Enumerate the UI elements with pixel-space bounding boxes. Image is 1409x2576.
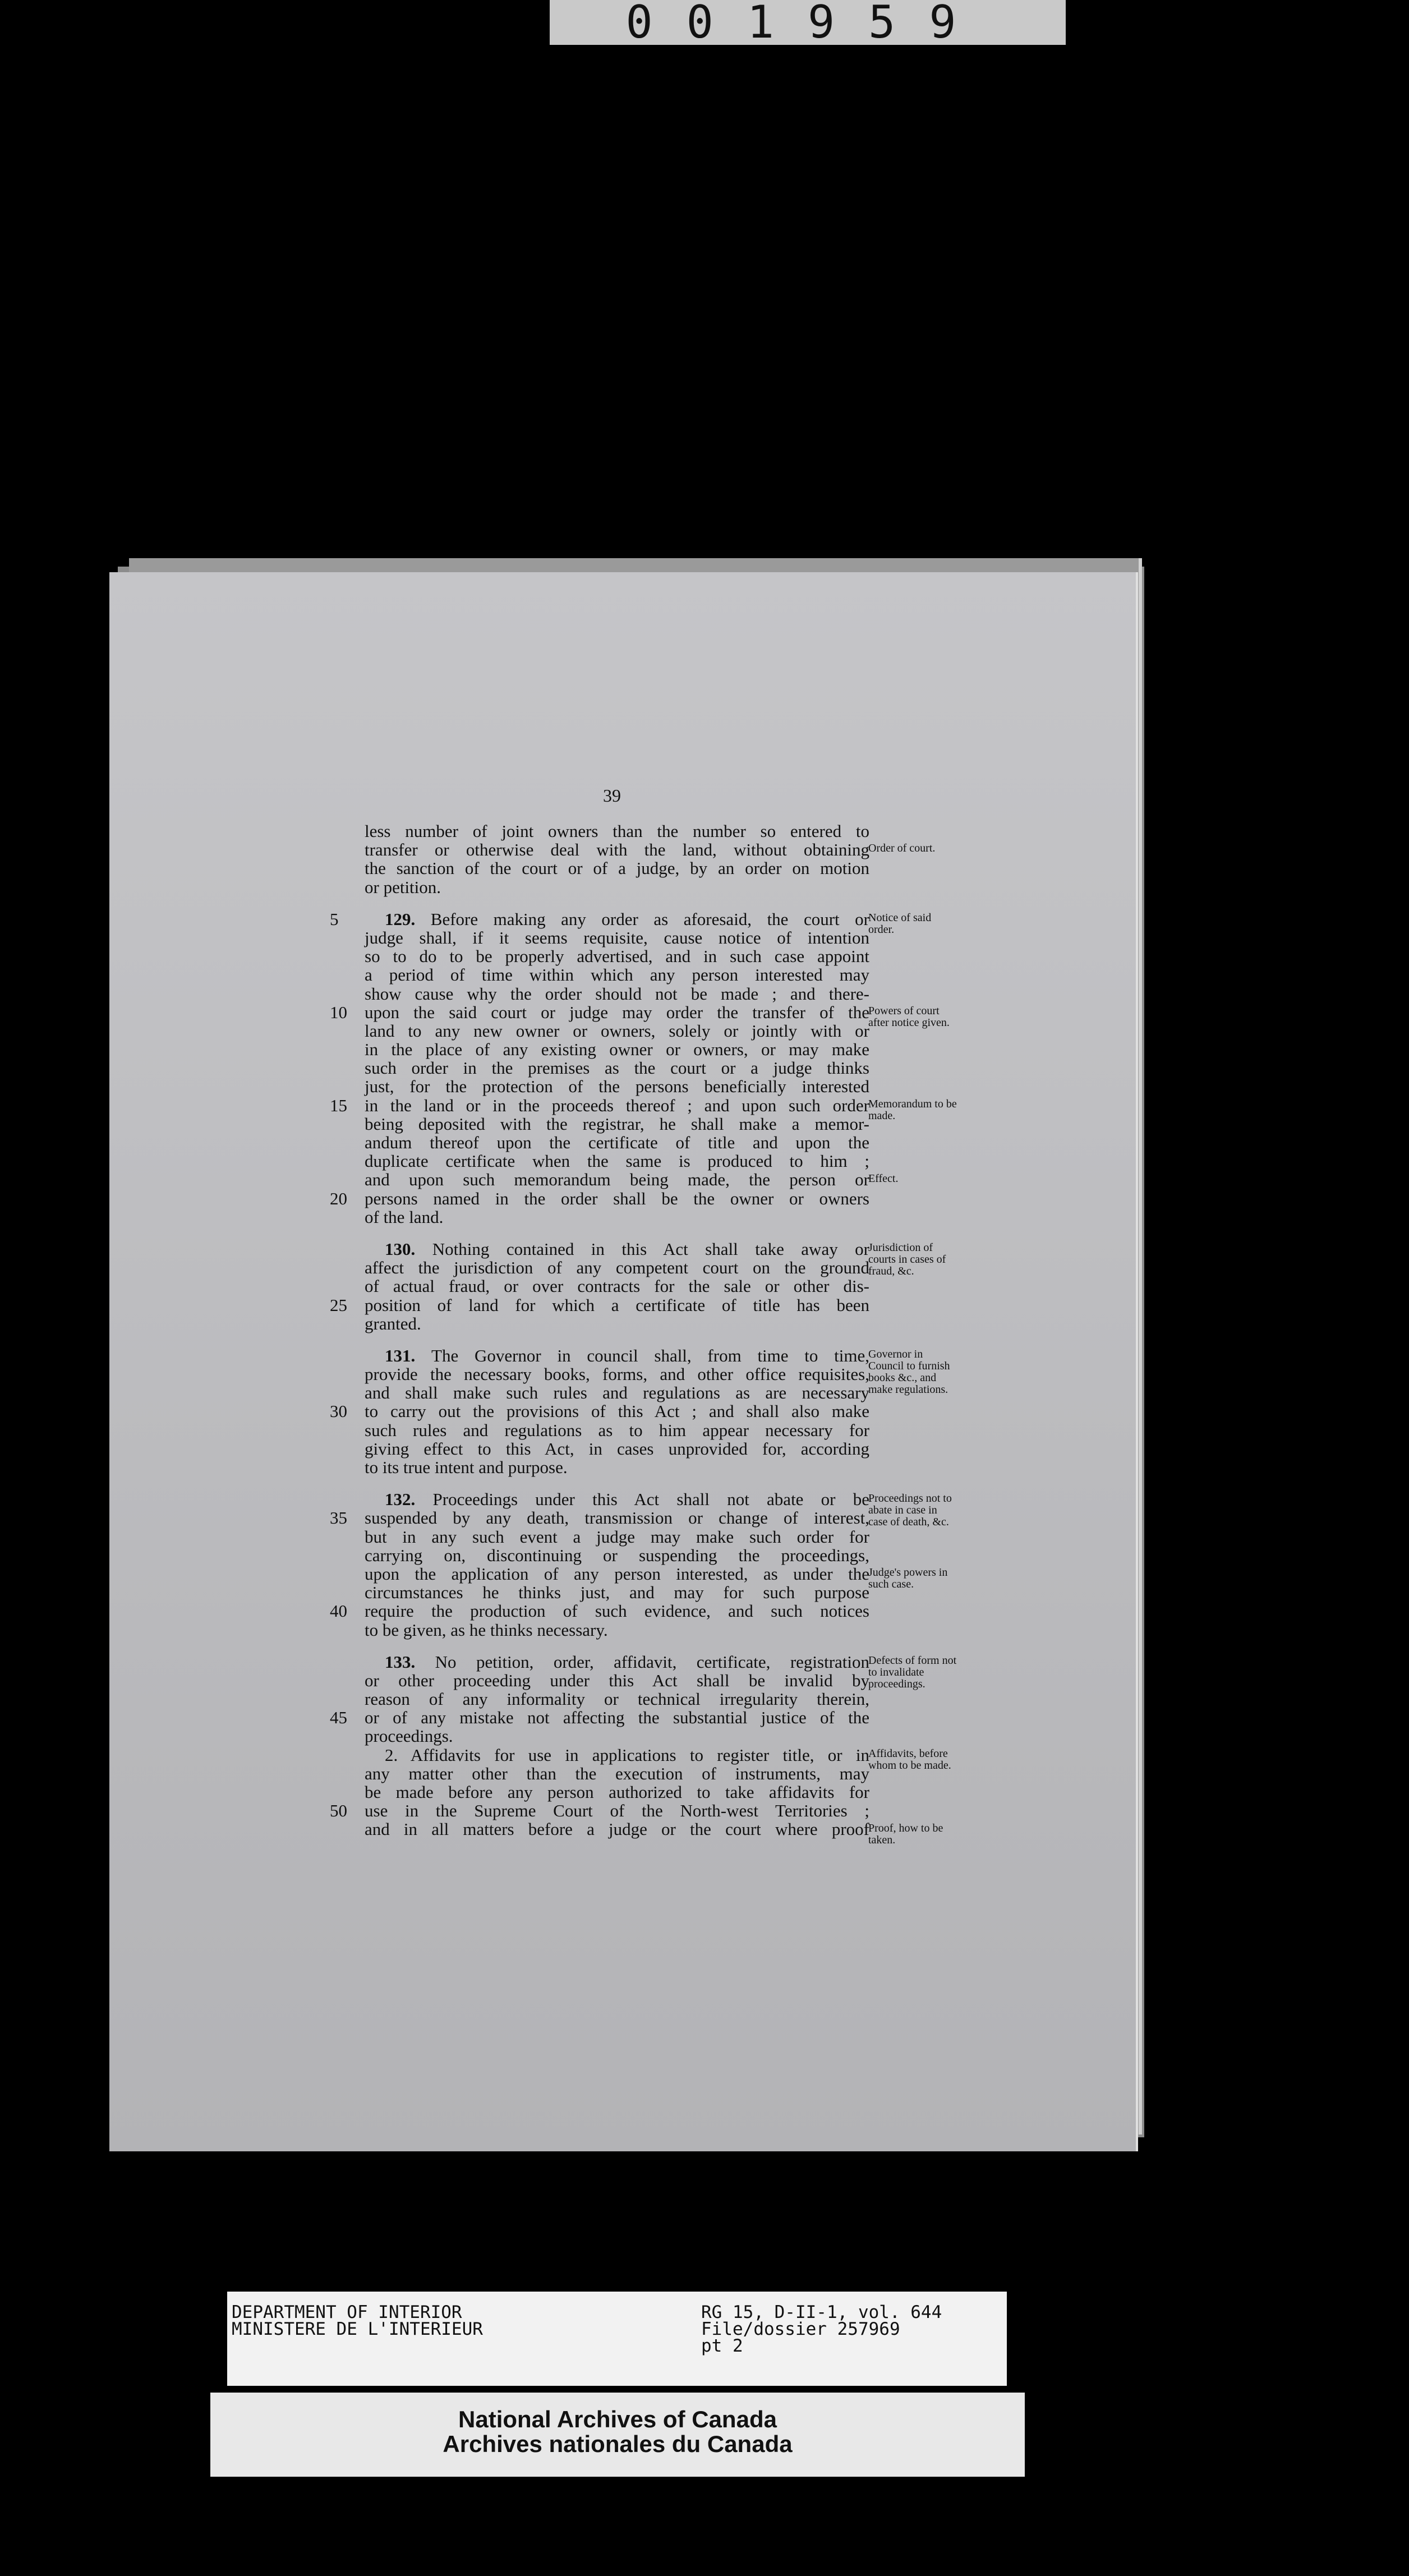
text-line [365, 1490, 869, 1508]
line-text: be made before any person authorized to take affidavits for [365, 1782, 869, 1802]
text-line [365, 1077, 869, 1096]
line-text: of the land. [365, 1207, 444, 1227]
text-line [365, 1783, 869, 1801]
line-text: less number of joint owners than the number so entered to [365, 821, 869, 841]
line-text: just, for the protection of the persons beneficially interested [365, 1077, 869, 1097]
line-text: upon the said court or judge may order the transfer of the [365, 1002, 869, 1022]
record-group-reference: RG 15, D-II-1, vol. 644 [701, 2302, 942, 2322]
line-text: carrying on, discontinuing or suspending the proceedings, [365, 1545, 869, 1565]
line-text: proceedings. [365, 1726, 453, 1746]
line-text: duplicate certificate when the same is produced to him ; [365, 1151, 869, 1171]
line-text: Nothing contained in this Act shall take away or [432, 1239, 870, 1259]
archives-banner [210, 2393, 1025, 2477]
line-text: to be given, as he thinks necessary. [365, 1620, 608, 1640]
line-number: 30 [330, 1401, 347, 1422]
line-number: 15 [330, 1095, 347, 1115]
paragraph-gap [365, 1226, 869, 1240]
line-text: but in any such event a judge may make such order for [365, 1526, 869, 1547]
line-number: 25 [330, 1295, 347, 1315]
text-line [330, 1601, 869, 1621]
line-text: such order in the premises as the court or a judge thinks [365, 1058, 869, 1078]
text-line [365, 1040, 869, 1059]
paragraph-gap [365, 896, 869, 910]
text-line [365, 822, 869, 840]
line-text: or of any mistake not affecting the substantial justice of the [365, 1708, 869, 1728]
text-line [365, 928, 869, 947]
page-number: 39 [603, 785, 621, 806]
text-line [365, 1059, 869, 1077]
line-text: being deposited with the registrar, he shall make a memor- [365, 1114, 869, 1134]
text-line [330, 1508, 869, 1528]
paragraph-gap [365, 1333, 869, 1346]
line-text: a period of time within which any person interested may [365, 965, 869, 985]
text-line [330, 1002, 869, 1022]
text-line [365, 1764, 869, 1783]
line-text: require the production of such evidence, and such notices [365, 1601, 869, 1621]
line-text: to its true intent and purpose. [365, 1457, 568, 1477]
text-line [365, 1208, 869, 1226]
text-line [365, 859, 869, 877]
document-page [109, 572, 1138, 2151]
text-line [365, 1421, 869, 1439]
text-line [365, 840, 869, 859]
line-number: 10 [330, 1002, 347, 1022]
text-line [330, 1095, 869, 1115]
text-line [365, 1583, 869, 1602]
text-line [365, 1314, 869, 1333]
line-text: giving effect to this Act, in cases unprovided for, according [365, 1438, 869, 1459]
text-line [365, 1458, 869, 1476]
frame-number: 001959 [550, 0, 1066, 45]
line-text: affect the jurisdiction of any competent court on the ground [365, 1258, 869, 1278]
text-line [365, 1258, 869, 1277]
line-number: 40 [330, 1601, 347, 1621]
line-text: Before making any order as aforesaid, the court or [430, 909, 870, 929]
line-text: position of land for which a certificate of title has been [365, 1295, 869, 1315]
text-line [365, 1365, 869, 1383]
line-text: circumstances he thinks just, and may for such purpose [365, 1583, 869, 1603]
archive-reference-label [227, 2292, 1007, 2386]
line-number: 20 [330, 1188, 347, 1208]
department-french: MINISTERE DE L'INTERIEUR [232, 2319, 483, 2339]
text-line [365, 1439, 869, 1458]
text-line [365, 1746, 869, 1764]
line-number: 50 [330, 1801, 347, 1821]
line-number: 35 [330, 1508, 347, 1528]
text-line [330, 1801, 869, 1821]
line-text: Proceedings under this Act shall not abate or be [432, 1489, 870, 1510]
line-number: 45 [330, 1708, 347, 1728]
line-text: granted. [365, 1313, 421, 1333]
line-text: suspended by any death, transmission or change of interest, [365, 1508, 869, 1528]
archives-name-french: Archives nationales du Canada [443, 2431, 793, 2457]
text-line [365, 1653, 869, 1671]
line-text: No petition, order, affidavit, certificate, registration [435, 1652, 870, 1672]
margin-note: Governor in Council to furnish books &c., and make regulations. [868, 1348, 950, 1396]
line-text: such rules and regulations as to him appear necessary for [365, 1420, 869, 1440]
line-number: 5 [330, 909, 339, 929]
line-text: andum thereof upon the certificate of title and upon the [365, 1133, 869, 1152]
text-line [365, 1671, 869, 1690]
line-text: or petition. [365, 877, 441, 897]
section-number: 133. [385, 1652, 435, 1672]
section-number: 132. [385, 1489, 433, 1510]
text-line [330, 909, 870, 929]
paragraph-gap [365, 1476, 869, 1490]
text-line [365, 878, 869, 896]
line-text: use in the Supreme Court of the North-west Territories ; [365, 1801, 869, 1821]
margin-note: Proceedings not to abate in case in case of death, &c. [868, 1492, 952, 1528]
line-text: 2. Affidavits for use in applications to register title, or in [385, 1745, 869, 1765]
line-text: reason of any informality or technical irregularity therein, [365, 1689, 869, 1709]
line-text: land to any new owner or owners, solely or jointly with or [365, 1020, 869, 1041]
text-line [365, 1277, 869, 1295]
line-text: the sanction of the court or of a judge, by an order on motion [365, 858, 869, 878]
paragraph-gap [365, 1639, 869, 1653]
line-text: transfer or otherwise deal with the land, without obtaining [365, 840, 869, 860]
line-text: or other proceeding under this Act shall be invalid by [365, 1670, 869, 1690]
margin-note: Effect. [868, 1172, 899, 1185]
text-line [365, 1022, 869, 1040]
text-line [330, 1708, 869, 1728]
line-text: and shall make such rules and regulations as are necessary [365, 1383, 869, 1403]
line-text: so to do to be properly advertised, and in such case appoint [365, 946, 869, 967]
statute-text [330, 821, 870, 1839]
text-line [365, 1565, 869, 1583]
text-line [365, 1621, 869, 1639]
line-text: persons named in the order shall be the owner or owners [365, 1188, 869, 1208]
margin-note: Notice of said order. [868, 911, 932, 936]
margin-note: Defects of form not to invalidate proceedings. [868, 1654, 957, 1691]
text-line [365, 1727, 869, 1745]
line-text: of actual fraud, or over contracts for the sale or other dis- [365, 1276, 869, 1296]
text-line [330, 1188, 869, 1208]
text-line [365, 965, 869, 984]
text-line [365, 1170, 869, 1189]
line-text: to carry out the provisions of this Act ; and shall also make [365, 1401, 869, 1422]
text-line [365, 1820, 869, 1838]
text-line [365, 1115, 869, 1133]
text-line [365, 1133, 869, 1152]
part-number: pt 2 [701, 2336, 743, 2356]
archives-name-english: National Archives of Canada [458, 2406, 777, 2432]
margin-note: Order of court. [868, 842, 936, 855]
margin-note: Powers of court after notice given. [868, 1004, 950, 1029]
section-number: 129. [385, 909, 431, 929]
section-number: 131. [385, 1345, 432, 1365]
line-text: provide the necessary books, forms, and other office requisites, [365, 1364, 869, 1384]
line-text: judge shall, if it seems requisite, cause notice of intention [365, 927, 869, 947]
line-text: in the place of any existing owner or owners, or may make [365, 1039, 869, 1060]
text-line [365, 1690, 869, 1708]
text-line [365, 1383, 869, 1402]
text-line [365, 1546, 869, 1565]
line-text: in the land or in the proceeds thereof ; and upon such order [365, 1095, 869, 1115]
text-line [365, 1528, 869, 1546]
line-text: upon the application of any person interested, as under the [365, 1563, 869, 1584]
line-text: show cause why the order should not be made ; and there- [365, 983, 869, 1004]
margin-note: Proof, how to be taken. [868, 1822, 943, 1846]
line-text: any matter other than the execution of instruments, may [365, 1763, 869, 1783]
text-line [365, 1240, 869, 1258]
line-text: and in all matters before a judge or the court where proof [365, 1819, 869, 1839]
text-line [330, 1295, 869, 1315]
margin-note: Judge's powers in such case. [868, 1566, 948, 1591]
file-number: File/dossier 257969 [701, 2319, 900, 2339]
text-line [365, 1346, 869, 1365]
line-text: and upon such memorandum being made, the person or [365, 1170, 869, 1190]
text-line [330, 1401, 869, 1422]
line-text: The Governor in council shall, from time to time, [431, 1345, 870, 1365]
text-line [365, 985, 869, 1003]
margin-note: Affidavits, before whom to be made. [868, 1747, 951, 1772]
section-number: 130. [385, 1239, 432, 1259]
department-english: DEPARTMENT OF INTERIOR [232, 2302, 462, 2322]
margin-note: Memorandum to be made. [868, 1097, 957, 1122]
margin-note: Jurisdiction of courts in cases of fraud, &c. [868, 1241, 946, 1278]
text-line [365, 1152, 869, 1170]
text-line [365, 947, 869, 965]
